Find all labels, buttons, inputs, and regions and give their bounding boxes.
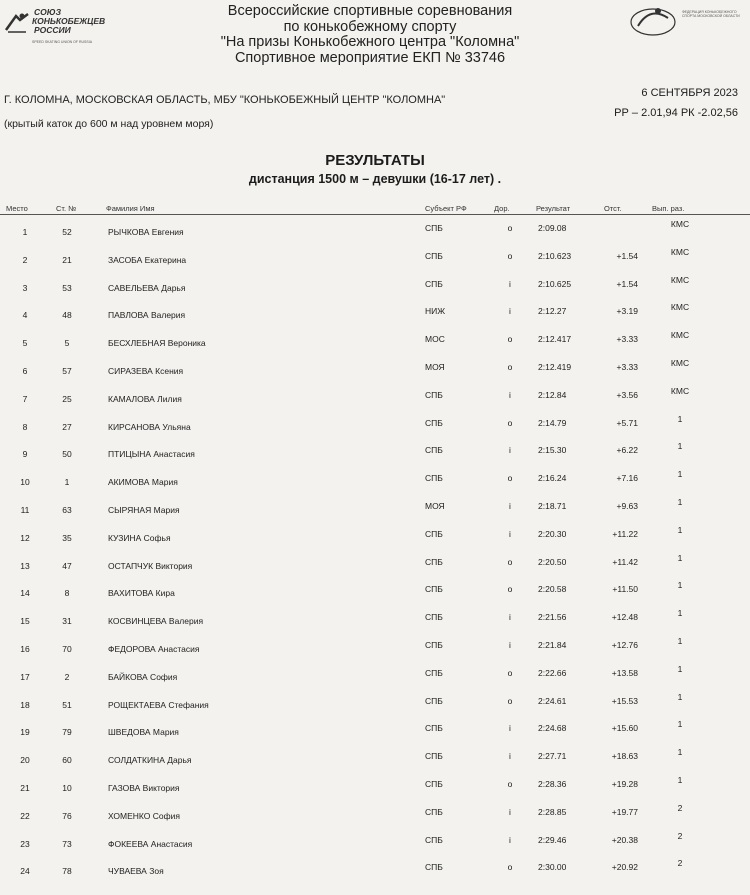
cell-bib: 10 <box>62 783 72 793</box>
table-row <box>0 802 750 835</box>
cell-gap: +9.63 <box>616 501 638 511</box>
cell-name: ПТИЦЫНА Анастасия <box>108 449 195 460</box>
distance-title: дистанция 1500 м – девушки (16-17 лет) . <box>248 172 502 186</box>
cell-time: 2:12.419 <box>538 362 572 372</box>
cell-gap: +6.22 <box>616 445 638 456</box>
cell-bib: 48 <box>62 310 72 321</box>
cell-name: ШВЕДОВА Мария <box>108 727 179 738</box>
cell-gap: +3.33 <box>616 362 638 372</box>
cell-lane: i <box>509 306 511 317</box>
table-row <box>0 469 750 501</box>
cell-lane: i <box>509 612 511 623</box>
cell-time: 2:10.623 <box>538 250 572 261</box>
records: РР – 2.01,94 РК -2.02,56 <box>614 107 738 119</box>
cell-lane: i <box>509 723 511 734</box>
cell-lane: о <box>507 473 513 484</box>
cell-name: РОЩЕКТАЕВА Стефания <box>108 699 209 710</box>
cell-time: 2:12.417 <box>538 334 572 345</box>
cell-bib: 50 <box>62 449 72 460</box>
table-row <box>0 691 750 724</box>
cell-bib: 51 <box>62 699 72 710</box>
cell-gap: +18.63 <box>611 751 638 762</box>
table-row <box>0 497 750 529</box>
cell-lane: о <box>507 695 513 706</box>
cell-category: 1 <box>677 775 683 785</box>
cell-name: ЗАСОБА Екатерина <box>108 254 187 265</box>
logo-line-1: СОЮЗ <box>34 7 62 17</box>
table-row <box>0 636 750 668</box>
cell-time: 2:30.00 <box>538 862 567 873</box>
cell-category: 1 <box>677 469 683 480</box>
cell-region: СПБ <box>425 556 443 567</box>
table-row <box>0 663 750 696</box>
cell-region: МОЯ <box>425 362 445 372</box>
cell-place: 3 <box>22 282 28 293</box>
cell-name: КИРСАНОВА Ульяна <box>108 421 191 432</box>
cell-name: РЫЧКОВА Евгения <box>108 227 184 237</box>
cell-region: МОЯ <box>425 501 445 511</box>
cell-name: ВАХИТОВА Кира <box>108 588 175 599</box>
cell-region: СПБ <box>425 806 443 817</box>
col-category: Вып. раз. <box>652 204 685 213</box>
cell-lane: о <box>507 417 513 428</box>
cell-bib: 53 <box>62 282 72 293</box>
table-row <box>0 830 750 863</box>
cell-region: НИЖ <box>425 306 446 317</box>
cell-gap: +7.16 <box>616 473 638 484</box>
cell-category: 1 <box>677 608 683 619</box>
cell-category: 2 <box>677 802 683 813</box>
cell-time: 2:16.24 <box>538 473 567 484</box>
cell-category: 1 <box>677 552 683 563</box>
table-row <box>0 274 750 307</box>
cell-place: 19 <box>20 727 30 738</box>
cell-category: 1 <box>677 691 683 702</box>
cell-time: 2:10.625 <box>538 278 572 289</box>
cell-name: ПАВЛОВА Валерия <box>108 310 186 321</box>
cell-place: 14 <box>20 588 30 599</box>
cell-lane: о <box>507 667 513 678</box>
cell-name: КОСВИНЦЕВА Валерия <box>108 616 204 627</box>
cell-lane: о <box>507 556 513 567</box>
cell-bib: 76 <box>62 810 72 821</box>
cell-category: 1 <box>677 580 683 591</box>
cell-time: 2:14.79 <box>538 417 567 428</box>
cell-category: КМС <box>670 219 690 229</box>
cell-lane: о <box>507 223 513 233</box>
cell-time: 2:28.36 <box>538 779 567 789</box>
cell-bib: 31 <box>62 616 72 627</box>
cell-category: КМС <box>670 246 690 257</box>
cell-place: 2 <box>22 254 28 265</box>
cell-region: СПБ <box>425 250 443 261</box>
cell-lane: о <box>507 584 513 595</box>
cell-place: 1 <box>22 227 28 237</box>
cell-bib: 1 <box>64 477 70 488</box>
cell-category: 1 <box>677 441 683 452</box>
cell-time: 2:12.84 <box>538 389 567 400</box>
cell-lane: i <box>509 806 511 817</box>
cell-gap: +3.33 <box>616 334 638 345</box>
cell-lane: о <box>507 862 513 873</box>
cell-time: 2:20.50 <box>538 556 567 567</box>
header-line-2: по конькобежному спорту <box>283 18 457 35</box>
cell-gap: +20.92 <box>611 862 638 873</box>
cell-lane: i <box>509 751 511 762</box>
union-logo <box>4 4 114 48</box>
cell-bib: 73 <box>62 838 72 849</box>
cell-time: 2:20.58 <box>538 584 567 595</box>
table-row <box>0 747 750 779</box>
col-bib: Ст. № <box>56 204 77 213</box>
logo-line-2: КОНЬКОБЕЖЦЕВ <box>32 16 106 26</box>
cell-gap: +19.77 <box>611 806 638 817</box>
cell-bib: 63 <box>62 505 72 515</box>
cell-place: 18 <box>20 699 30 710</box>
table-row <box>0 385 750 418</box>
cell-gap: +3.56 <box>616 389 638 400</box>
cell-gap: +15.60 <box>611 723 638 734</box>
cell-place: 7 <box>22 393 28 404</box>
cell-category: 2 <box>677 830 683 841</box>
cell-time: 2:28.85 <box>538 806 567 817</box>
logo-line-3: РОССИИ <box>34 25 71 35</box>
cell-place: 5 <box>22 338 28 349</box>
cell-time: 2:12.27 <box>538 306 567 317</box>
cell-lane: i <box>509 445 511 456</box>
cell-place: 13 <box>20 560 30 571</box>
cell-bib: 35 <box>62 532 72 543</box>
header-rule <box>0 214 750 215</box>
col-region: Субъект РФ <box>425 204 467 213</box>
cell-gap: +11.50 <box>612 584 638 595</box>
logo-tagline: SPEED SKATING UNION OF RUSSIA <box>32 40 93 44</box>
cell-lane: о <box>507 334 513 345</box>
cell-lane: о <box>507 250 513 261</box>
table-row <box>0 858 750 890</box>
cell-lane: о <box>507 779 513 789</box>
table-row <box>0 302 750 334</box>
cell-time: 2:21.56 <box>538 612 567 623</box>
table-row <box>0 719 750 751</box>
cell-name: САВЕЛЬЕВА Дарья <box>108 282 186 293</box>
cell-region: СПБ <box>425 723 443 734</box>
col-gap: Отст. <box>604 204 622 213</box>
cell-bib: 2 <box>64 671 70 682</box>
cell-name: БАЙКОВА София <box>108 671 178 682</box>
cell-place: 23 <box>20 838 30 849</box>
cell-gap: +19.28 <box>611 779 638 789</box>
table-row <box>0 552 750 585</box>
cell-name: КАМАЛОВА Лилия <box>108 393 182 404</box>
cell-bib: 27 <box>62 421 72 432</box>
cell-gap: +11.22 <box>612 528 638 539</box>
cell-time: 2:09.08 <box>538 223 567 233</box>
venue-note: (крытый каток до 600 м над уровнем моря) <box>4 118 214 130</box>
cell-bib: 52 <box>62 227 72 237</box>
cell-name: ХОМЕНКО София <box>108 810 180 821</box>
cell-place: 21 <box>20 783 30 793</box>
cell-bib: 25 <box>62 393 72 404</box>
cell-bib: 79 <box>62 727 72 738</box>
cell-region: СПБ <box>425 223 443 233</box>
event-header <box>150 4 590 66</box>
cell-category: КМС <box>670 274 690 285</box>
cell-time: 2:21.84 <box>538 640 567 650</box>
cell-lane: i <box>509 640 511 650</box>
cell-lane: i <box>509 278 511 289</box>
cell-time: 2:20.30 <box>538 528 567 539</box>
cell-region: СПБ <box>425 612 443 623</box>
cell-place: 8 <box>22 421 28 432</box>
skater-icon <box>4 10 30 36</box>
cell-category: КМС <box>670 302 690 313</box>
cell-gap: +11.42 <box>612 556 638 567</box>
results-title: РЕЗУЛЬТАТЫ <box>325 152 425 169</box>
federation-emblem-icon <box>628 2 678 38</box>
cell-category: КМС <box>670 385 690 396</box>
cell-gap: +12.48 <box>611 612 638 623</box>
cell-gap: +12.76 <box>611 640 638 650</box>
cell-bib: 47 <box>62 560 72 571</box>
cell-category: 1 <box>677 747 683 758</box>
cell-category: КМС <box>670 330 690 341</box>
cell-bib: 21 <box>62 254 72 265</box>
table-row <box>0 330 750 362</box>
header-line-1: Всероссийские спортивные соревнования <box>227 3 513 19</box>
cell-name: БЕСХЛЕБНАЯ Вероника <box>108 338 206 349</box>
cell-bib: 70 <box>62 644 72 654</box>
cell-place: 17 <box>20 671 30 682</box>
cell-region: СПБ <box>425 640 443 650</box>
cell-lane: i <box>509 528 511 539</box>
cell-time: 2:18.71 <box>538 501 567 511</box>
cell-place: 16 <box>20 644 30 654</box>
cell-place: 12 <box>20 532 30 543</box>
cell-gap: +3.19 <box>616 306 638 317</box>
cell-name: ЧУВАЕВА Зоя <box>108 866 164 877</box>
federation-text: ФЕДЕРАЦИЯ КОНЬКОБЕЖНОГО СПОРТА МОСКОВСКОЙ ОБЛАСТИ <box>682 10 740 18</box>
col-name: Фамилия Имя <box>106 204 155 213</box>
cell-region: СПБ <box>425 834 443 845</box>
cell-bib: 8 <box>64 588 70 599</box>
cell-name: СОЛДАТКИНА Дарья <box>108 755 192 766</box>
table-row <box>0 524 750 557</box>
cell-lane: i <box>509 501 511 511</box>
federation-logo <box>628 2 746 42</box>
cell-time: 2:29.46 <box>538 834 567 845</box>
table-row <box>0 580 750 612</box>
cell-gap: +5.71 <box>616 417 638 428</box>
cell-place: 15 <box>20 616 30 627</box>
cell-region: СПБ <box>425 584 443 595</box>
cell-category: 1 <box>677 663 683 674</box>
col-time: Результат <box>536 204 571 213</box>
table-row <box>0 358 750 390</box>
cell-region: СПБ <box>425 278 443 289</box>
event-date: 6 СЕНТЯБРЯ 2023 <box>641 87 738 99</box>
cell-region: СПБ <box>425 695 443 706</box>
cell-gap: +15.53 <box>611 695 638 706</box>
table-row <box>0 775 750 807</box>
table-row <box>0 246 750 279</box>
cell-category: 1 <box>677 497 683 507</box>
cell-time: 2:24.61 <box>538 695 567 706</box>
cell-bib: 78 <box>62 866 72 877</box>
header-line-3: "На призы Конькобежного центра "Коломна" <box>220 34 520 50</box>
cell-name: КУЗИНА Софья <box>108 532 171 543</box>
cell-region: СПБ <box>425 779 443 789</box>
cell-time: 2:22.66 <box>538 667 567 678</box>
cell-bib: 5 <box>64 338 70 349</box>
cell-name: СИРАЗЕВА Ксения <box>108 366 184 376</box>
cell-region: СПБ <box>425 862 443 873</box>
cell-category: 1 <box>677 636 683 646</box>
cell-region: СПБ <box>425 417 443 428</box>
cell-place: 4 <box>22 310 28 321</box>
cell-gap: +13.58 <box>611 667 638 678</box>
cell-region: СПБ <box>425 389 443 400</box>
cell-name: ФЕДОРОВА Анастасия <box>108 644 200 654</box>
cell-name: АКИМОВА Мария <box>108 477 178 488</box>
cell-region: СПБ <box>425 667 443 678</box>
cell-gap: +20.38 <box>611 834 638 845</box>
cell-place: 6 <box>22 366 28 376</box>
table-row <box>0 441 750 473</box>
cell-place: 22 <box>20 810 30 821</box>
cell-region: СПБ <box>425 473 443 484</box>
cell-lane: i <box>509 389 511 400</box>
cell-category: КМС <box>670 358 690 368</box>
table-row <box>0 413 750 446</box>
header-line-4: Спортивное мероприятие ЕКП № 33746 <box>234 49 506 66</box>
cell-time: 2:24.68 <box>538 723 567 734</box>
cell-place: 11 <box>20 505 30 515</box>
cell-time: 2:27.71 <box>538 751 567 762</box>
cell-lane: о <box>507 362 513 372</box>
cell-bib: 57 <box>62 366 72 376</box>
col-place: Место <box>6 204 28 213</box>
col-lane: Дор. <box>494 204 510 213</box>
venue: Г. КОЛОМНА, МОСКОВСКАЯ ОБЛАСТЬ, МБУ "КОНЬКОБЕЖНЫЙ ЦЕНТР "КОЛОМНА" <box>4 94 446 106</box>
cell-name: ОСТАПЧУК Виктория <box>108 560 193 571</box>
cell-place: 9 <box>22 449 28 460</box>
cell-region: СПБ <box>425 445 443 456</box>
cell-name: ГАЗОВА Виктория <box>108 783 180 793</box>
cell-place: 24 <box>20 866 30 877</box>
cell-category: 1 <box>677 719 683 730</box>
table-row <box>0 608 750 640</box>
cell-place: 20 <box>20 755 30 766</box>
cell-region: СПБ <box>425 528 443 539</box>
cell-name: ФОКЕЕВА Анастасия <box>108 838 193 849</box>
cell-name: СЫРЯНАЯ Мария <box>108 505 180 515</box>
cell-region: СПБ <box>425 751 443 762</box>
cell-region: МОС <box>425 334 445 345</box>
cell-place: 10 <box>20 477 30 488</box>
cell-gap: +1.54 <box>616 250 638 261</box>
cell-category: 2 <box>677 858 683 869</box>
cell-lane: i <box>509 834 511 845</box>
cell-time: 2:15.30 <box>538 445 567 456</box>
cell-category: 1 <box>677 524 683 535</box>
cell-bib: 60 <box>62 755 72 766</box>
table-row <box>0 219 750 251</box>
cell-gap: +1.54 <box>616 278 638 289</box>
cell-category: 1 <box>677 413 683 424</box>
